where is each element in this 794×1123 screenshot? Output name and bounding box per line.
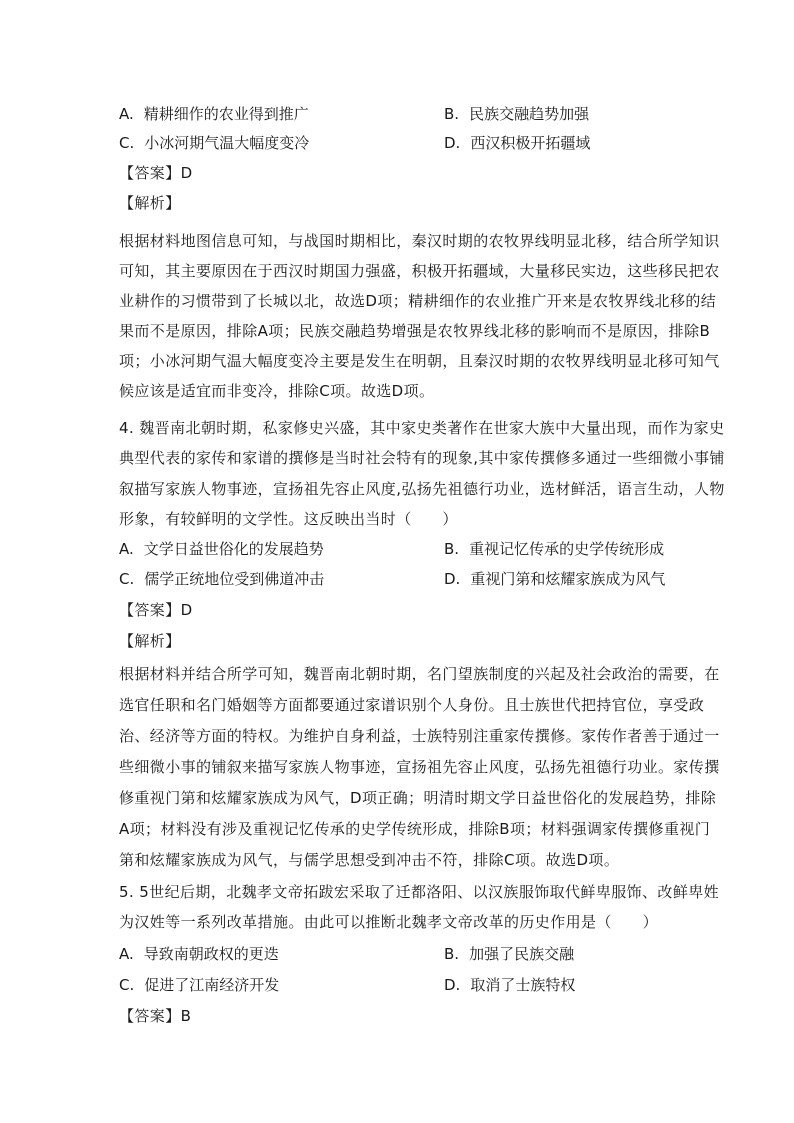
- q3-option-c: C. 小冰河期气温大幅度变冷: [119, 134, 310, 152]
- q3-option-d: D. 西汉积极开拓疆域: [444, 134, 591, 152]
- q4-stem-line: 叙描写家族人物事迹，宣扬祖先容止风度,弘扬先祖德行功业，选材鲜活，语言生动，人物: [119, 480, 725, 498]
- q4-analysis-line: 修重视门第和炫耀家族成为风气，D项正确；明清时期文学日益世俗化的发展趋势，排除: [119, 789, 717, 807]
- q4-answer: 【答案】D: [119, 601, 193, 619]
- q3-answer: 【答案】D: [119, 164, 193, 182]
- q4-analysis-heading: 【解析】: [119, 632, 181, 650]
- q4-option-a: A. 文学日益世俗化的发展趋势: [119, 540, 324, 558]
- q3-analysis-line: 可知，其主要原因在于西汉时期国力强盛，积极开拓疆域，大量移民实边，这些移民把农: [119, 262, 720, 280]
- q3-analysis-line: 根据材料地图信息可知，与战国时期相比，秦汉时期的农牧界线明显北移，结合所学知识: [119, 232, 720, 250]
- q4-option-b: B. 重视记忆传承的史学传统形成: [444, 540, 665, 558]
- q5-option-b: B. 加强了民族交融: [444, 945, 575, 963]
- q3-analysis-line: 项；小冰河期气温大幅度变冷主要是发生在明朝，且秦汉时期的农牧界线明显北移可知气: [119, 352, 720, 370]
- q3-analysis-line: 候应该是适宜而非变冷，排除C项。故选D项。: [119, 382, 435, 400]
- q3-analysis-line: 业耕作的习惯带到了长城以北，故选D项；精耕细作的农业推广开来是农牧界线北移的结: [119, 292, 717, 310]
- q3-option-a: A. 精耕细作的农业得到推广: [119, 105, 309, 123]
- q5-answer: 【答案】B: [119, 1007, 192, 1025]
- q5-stem-line: 为汉姓等一系列改革措施。由此可以推断北魏孝文帝改革的历史作用是（ ）: [119, 913, 659, 931]
- q4-stem-line: 典型代表的家传和家谱的撰修是当时社会特有的现象,其中家传撰修多通过一些细微小事铺: [119, 449, 725, 467]
- q4-analysis-line: 些细微小事的铺叙来描写家族人物事迹，宣扬祖先容止风度，弘扬先祖德行功业。家传撰: [119, 758, 720, 776]
- q5-option-c: C. 促进了江南经济开发: [119, 976, 280, 994]
- q4-analysis-line: 治、经济等方面的特权。为维护自身利益，士族特别注重家传撰修。家传作者善于通过一: [119, 727, 720, 745]
- q3-option-b: B. 民族交融趋势加强: [444, 105, 590, 123]
- q4-analysis-line: 第和炫耀家族成为风气，与儒学思想受到冲击不符，排除C项。故选D项。: [119, 851, 620, 869]
- q5-option-d: D. 取消了士族特权: [444, 976, 576, 994]
- q5-option-a: A. 导致南朝政权的更迭: [119, 945, 279, 963]
- q5-stem-line: 5. 5世纪后期，北魏孝文帝拓跋宏采取了迁都洛阳、以汉族服饰取代鲜卑服饰、改鲜卑姓: [119, 883, 720, 901]
- q4-stem-line: 4. 魏晋南北朝时期，私家修史兴盛，其中家史类著作在世家大族中大量出现，而作为家史: [119, 419, 725, 437]
- q3-analysis-heading: 【解析】: [119, 194, 181, 212]
- q4-analysis-line: 选官任职和名门婚姻等方面都要通过家谱识别个人身份。且士族世代把持官位，享受政: [119, 696, 705, 714]
- q4-analysis-line: 根据材料并结合所学可知，魏晋南北朝时期，名门望族制度的兴起及社会政治的需要，在: [119, 665, 720, 683]
- q3-analysis-line: 果而不是原因，排除A项；民族交融趋势增强是农牧界线北移的影响而不是原因，排除B: [119, 322, 711, 340]
- q4-stem-line: 形象，有较鲜明的文学性。这反映出当时（ ）: [119, 510, 458, 528]
- q4-analysis-line: A项；材料没有涉及重视记忆传承的史学传统形成，排除B项；材料强调家传撰修重视门: [119, 820, 711, 838]
- q4-option-d: D. 重视门第和炫耀家族成为风气: [444, 570, 666, 588]
- q4-option-c: C. 儒学正统地位受到佛道冲击: [119, 570, 325, 588]
